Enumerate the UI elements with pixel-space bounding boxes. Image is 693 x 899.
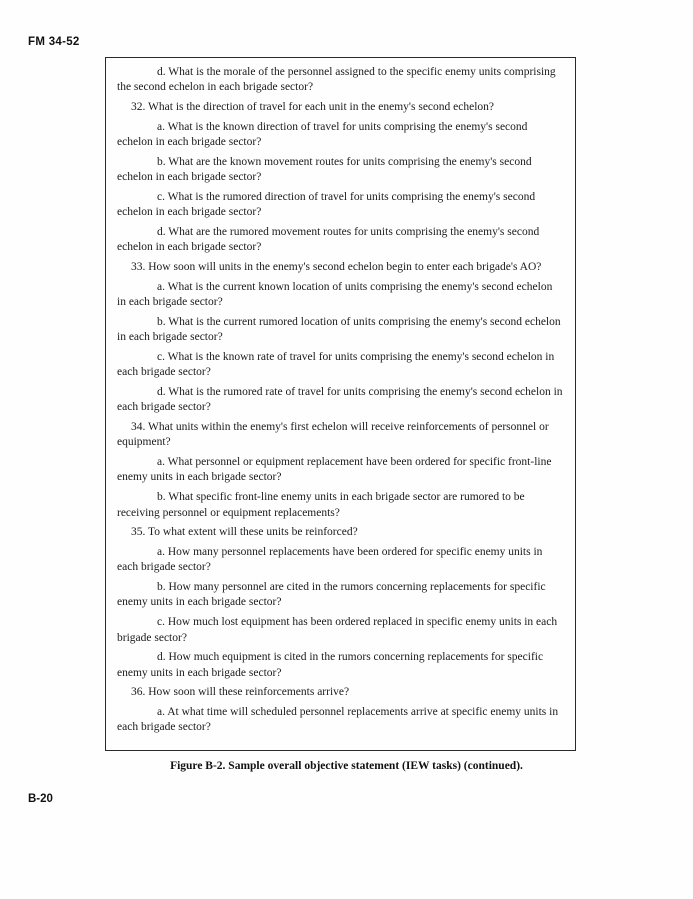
question-item: 32. What is the direction of travel for each unit in the enemy's second echelon? [131, 101, 495, 114]
question-item: 35. To what extent will these units be reinforced? [131, 526, 358, 539]
page-number: B-20 [28, 793, 53, 805]
question-item: b. What is the current rumored location of units comprising the enemy's second echelon in each brigade sector? [117, 315, 561, 344]
question-item: b. What specific front-line enemy units in each brigade sector are rumored to be receiving personnel or equipment replacements? [117, 491, 525, 519]
question-item: 34. What units within the enemy's first echelon will receive reinforcements of personnel or equipment? [117, 421, 549, 449]
figure-content-box [105, 57, 576, 751]
question-item: a. How many personnel replacements have been ordered for specific enemy units in each brigade sector? [117, 546, 543, 574]
question-item: d. What are the rumored movement routes for units comprising the enemy's second echelon in each brigade sector? [117, 226, 540, 254]
question-item: b. How many personnel are cited in the rumors concerning replacements for specific enemy units in each brigade sector? [117, 581, 546, 609]
manual-header: FM 34-52 [28, 36, 80, 48]
question-item: d. What is the morale of the personnel assigned to the specific enemy units comprising the second echelon in each brigade sector? [117, 66, 556, 94]
figure-caption: Figure B-2. Sample overall objective statement (IEW tasks) (continued). [170, 760, 523, 772]
question-item: a. At what time will scheduled personnel replacements arrive at specific enemy units in each brigade sector? [117, 706, 559, 734]
question-item: 36. How soon will these reinforcements arrive? [131, 686, 350, 699]
question-item: a. What is the current known location of units comprising the enemy's second echelon in each brigade sector? [117, 280, 553, 309]
question-item: d. How much equipment is cited in the rumors concerning replacements for specific enemy units in each brigade sector? [117, 651, 544, 679]
question-item: d. What is the rumored rate of travel for units comprising the enemy's second echelon in each brigade sector? [117, 386, 563, 414]
question-item: c. What is the known rate of travel for units comprising the enemy's second echelon in each brigade sector? [117, 351, 555, 379]
question-item: a. What is the known direction of travel for units comprising the enemy's second echelon in each brigade sector? [117, 120, 528, 149]
question-item: 33. How soon will units in the enemy's second echelon begin to enter each brigade's AO? [131, 261, 542, 274]
question-item: b. What are the known movement routes for units comprising the enemy's second echelon in each brigade sector? [117, 155, 532, 184]
question-item: c. How much lost equipment has been ordered replaced in specific enemy units in each brigade sector? [117, 616, 558, 644]
question-item: c. What is the rumored direction of travel for units comprising the enemy's second echelon in each brigade sector? [117, 190, 536, 219]
question-item: a. What personnel or equipment replacement have been ordered for specific front-line enemy units in each brigade sector? [117, 456, 552, 484]
